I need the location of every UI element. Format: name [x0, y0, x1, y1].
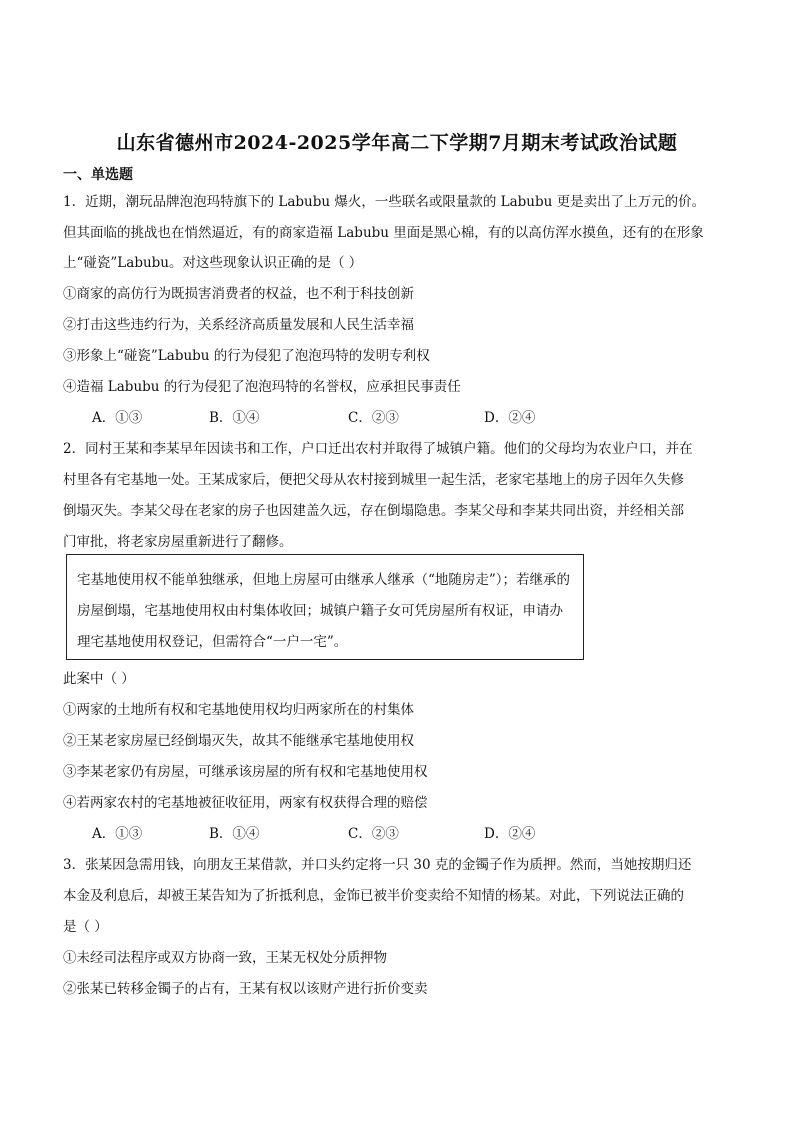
q1-item-2: ②打击这些违约行为，关系经济高质量发展和人民生活幸福 [63, 317, 414, 333]
q1-stem-line-1: 1．近期，潮玩品牌泡泡玛特旗下的 Labubu 爆火，一些联名或限量款的 Labubu 更是卖出了上万元的价。 [63, 194, 706, 210]
q2-item-2: ②王某老家房屋已经倒塌灭失，故其不能继承宅基地使用权 [63, 733, 414, 749]
law-excerpt-line-1: 宅基地使用权不能单独继承，但地上房屋可由继承人继承（“地随房走”）；若继承的 [77, 572, 571, 588]
q2-item-1: ①两家的土地所有权和宅基地使用权均归两家所在的村集体 [63, 702, 414, 718]
q1-option-a[interactable]: A．①③ [92, 410, 143, 426]
q2-option-d[interactable]: D．②④ [484, 826, 536, 842]
q2-stem-line-2: 村里各有宅基地一处。王某成家后，便把父母从农村接到城里一起生活，老家宅基地上的房子因年久失修 [63, 472, 684, 488]
q2-stem-line-4: 门审批，将老家房屋重新进行了翻修。 [63, 534, 293, 550]
section-heading: 一、单选题 [63, 167, 133, 183]
q1-option-d[interactable]: D．②④ [484, 410, 536, 426]
q3-item-1: ①未经司法程序或双方协商一致，王某无权处分质押物 [63, 950, 387, 966]
q2-stem-line-3: 倒塌灭失。李某父母在老家的房子也因建盖久远，存在倒塌隐患。李某父母和李某共同出资，并经相关部 [63, 503, 684, 519]
q1-item-4: ④造福 Labubu 的行为侵犯了泡泡玛特的名誉权，应承担民事责任 [63, 379, 461, 395]
exam-title: 山东省德州市2024-2025学年高二下学期7月期末考试政治试题 [116, 132, 678, 154]
q2-option-a[interactable]: A．①③ [92, 826, 143, 842]
q2-option-c[interactable]: C．②③ [348, 826, 399, 842]
q3-stem-line-3: 是（ ） [63, 919, 108, 935]
q2-stem-line-1: 2．同村王某和李某早年因读书和工作，户口迁出农村并取得了城镇户籍。他们的父母均为农业户口，并在 [63, 441, 693, 457]
q1-option-c[interactable]: C．②③ [348, 410, 399, 426]
q1-stem-line-2: 但其面临的挑战也在悄然逼近，有的商家造福 Labubu 里面是黑心棉，有的以高仿浑水摸鱼，还有的在形象 [63, 225, 704, 241]
q2-question: 此案中（ ） [63, 671, 135, 687]
q3-item-2: ②张某已转移金镯子的占有，王某有权以该财产进行折价变卖 [63, 981, 428, 997]
q1-item-1: ①商家的高仿行为既损害消费者的权益，也不利于科技创新 [63, 286, 414, 302]
q2-option-b[interactable]: B．①④ [209, 826, 260, 842]
law-excerpt-line-2: 房屋倒塌，宅基地使用权由村集体收回；城镇户籍子女可凭房屋所有权证，申请办 [77, 603, 563, 619]
q2-item-4: ④若两家农村的宅基地被征收征用，两家有权获得合理的赔偿 [63, 795, 428, 811]
q3-stem-line-1: 3．张某因急需用钱，向朋友王某借款，并口头约定将一只 30 克的金镯子作为质押。然而，当她按期归还 [63, 857, 692, 873]
q3-stem-line-2: 本金及利息后，却被王某告知为了折抵利息，金饰已被半价变卖给不知情的杨某。对此，下列说法正确的 [63, 888, 684, 904]
law-excerpt-line-3: 理宅基地使用权登记，但需符合“一户一宅”。 [77, 634, 348, 650]
q2-item-3: ③李某老家仍有房屋，可继承该房屋的所有权和宅基地使用权 [63, 764, 428, 780]
q1-item-3: ③形象上“碰瓷”Labubu 的行为侵犯了泡泡玛特的发明专利权 [63, 348, 430, 364]
q1-stem-line-3: 上“碰瓷”Labubu。对这些现象认识正确的是（ ） [63, 255, 363, 271]
law-excerpt-box [66, 554, 584, 660]
q1-option-b[interactable]: B．①④ [209, 410, 260, 426]
